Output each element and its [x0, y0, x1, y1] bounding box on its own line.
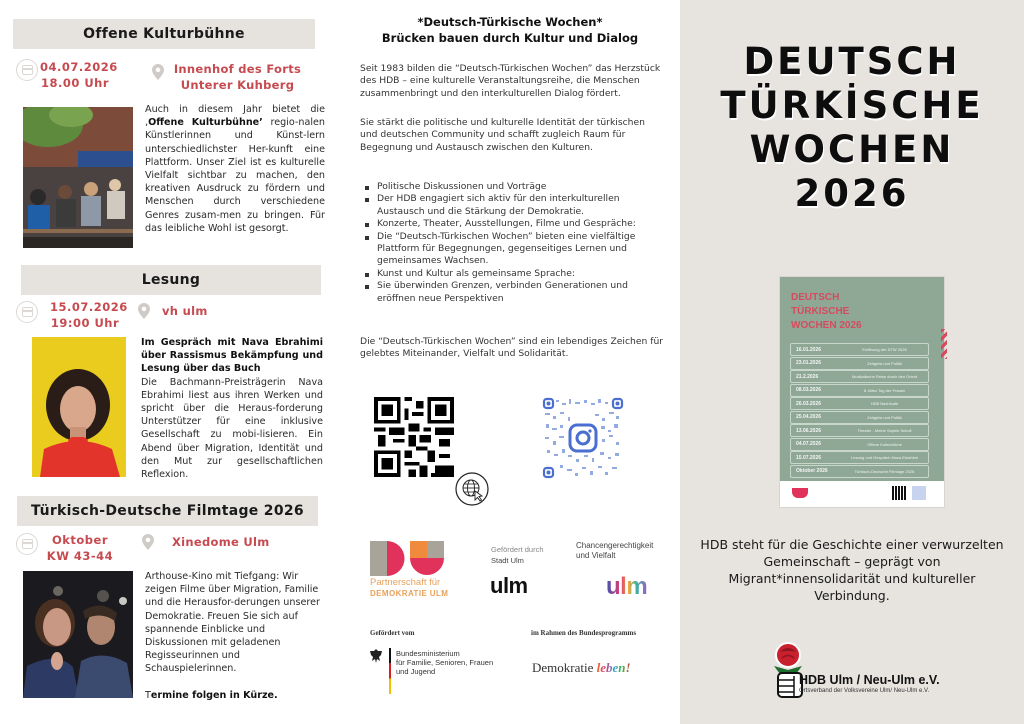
- middle-title-line2: Brücken bauen durch Kultur und Dialog: [381, 31, 639, 45]
- middle-title: [340, 14, 680, 46]
- middle-title-line1: *Deutsch-Türkische Wochen*: [417, 15, 603, 29]
- poster-row-date: 25.04.2026: [796, 414, 822, 420]
- partnerschaft-line1: Partnerschaft für: [370, 577, 441, 588]
- ministry-name: [396, 649, 493, 676]
- hdb-statement: HDB steht für die Geschichte einer verwurzelten Gemeinschaft – geprägt von Migrant*innensolidarität und kultureller Verbindung.: [700, 537, 1004, 603]
- list-item: Der HDB engagiert sich aktiv für den interkulturellen Austausch und die Stärkung der Demokratie.: [360, 193, 665, 218]
- poster-row-date: 23.01.2026: [796, 360, 822, 366]
- poster-row-date: 16.01.2026: [796, 346, 822, 353]
- location-pin-icon: [142, 534, 154, 550]
- poster-row-date: 04.07.2026: [796, 441, 822, 447]
- poster-title-line3: WOCHEN 2026: [791, 320, 862, 331]
- poster-row-date: 08.03.2026: [796, 387, 822, 393]
- poster-row-date: 13.06.2026: [796, 427, 822, 434]
- poster-schedule-row: [790, 343, 929, 356]
- demokratie-word: Demokratie: [532, 660, 594, 675]
- federal-eagle-icon: [369, 648, 383, 664]
- intro-paragraph-2: Sie stärkt die politische und kulturelle Identität der türkischen und deutschen Community und schafft zugleich Raum für Begegnung und Austausch zwischen den Kulturen.: [360, 117, 645, 153]
- poster-row-event: Zeitgeist und Politik: [867, 414, 902, 420]
- website-qr-code[interactable]: [373, 397, 455, 477]
- description-rest: regio-nalen Künstlerinnen und Künst-lern unterschiedlichster Her-kunft eine Plattform. Unser Ziel ist es kulturelle Vielfalt sichtbar zu machen, den kreativen Ausdruck zu fördern und Menschen durch verschiedene Genres zusam-men zu bringen. Für das leibliche Wohl ist gesorgt.: [145, 117, 325, 234]
- section-header-lesung: Lesung: [21, 265, 321, 295]
- event-description: [145, 103, 325, 235]
- chancen-label: [576, 541, 653, 561]
- description-text: Arthouse-Kino mit Tiefgang: Wir zeigen Filme über Migration, Familie und die Herausfor-derungen unserer Demokratie. Freuen Sie sich auf spannende Einblicke und Diskussionen mit geladenen Regisseurinnen und Schauspielerinnen.: [145, 571, 320, 675]
- calendar-icon: [16, 533, 38, 555]
- poster-schedule-row: [790, 465, 929, 478]
- description-rest: Die Bachmann-Preisträgerin Nava Ebrahimi liest aus ihren Werken und spricht über die Heraus-forderung Unterstützer für eine inklusive Gesellschaft zu mobi-lisieren. Ein Abend über Migration, Identität und den Mut zur gesellschaftlichen Reflexion.: [141, 376, 323, 481]
- poster-schedule-row: [790, 438, 929, 451]
- poster-qr-code: [892, 486, 906, 500]
- event-date: [40, 59, 118, 91]
- event-location-line1: Innenhof des Forts: [173, 62, 302, 76]
- cover-title-line3: WOCHEN: [749, 128, 955, 171]
- poster-row-event: Musikalische Reise durch den Orient: [851, 374, 918, 379]
- location-pin-icon: [152, 64, 164, 80]
- poster-row-event: Eröffnung der DTW 2026: [862, 347, 907, 352]
- list-item: Konzerte, Theater, Ausstellungen, Filme und Gespräche:: [360, 218, 665, 230]
- partnerschaft-demokratie-logo-mark: [370, 541, 445, 578]
- section-header-kulturbuehne: Offene Kulturbühne: [13, 19, 315, 49]
- poster-title-line2: TÜRKISCHE: [791, 306, 850, 317]
- event-date-day: 15.07.2026: [50, 300, 128, 314]
- poster-schedule-row: [790, 357, 929, 370]
- hdb-org-name: HDB Ulm / Neu-Ulm e.V.: [799, 673, 940, 687]
- program-poster-thumbnail: [780, 277, 944, 507]
- event-location: vh ulm: [162, 304, 208, 318]
- event-location: [170, 61, 305, 93]
- cover-title: [680, 40, 1024, 216]
- description-bold: Offene Kulturbühne’: [148, 117, 263, 129]
- photo-cinema-audience: [23, 571, 133, 698]
- ministry-line1: Bundesministerium: [396, 649, 460, 658]
- left-panel: [0, 0, 340, 724]
- poster-schedule-row: [790, 370, 929, 383]
- description-intro: Auch in diesem Jahr bietet die ‚: [145, 104, 325, 129]
- chancen-ulm-logo: ulm: [606, 573, 648, 600]
- cover-title-line2: TÜRKİSCHE: [720, 84, 984, 127]
- right-panel: [680, 0, 1024, 724]
- footer-first-letter: T: [145, 689, 151, 701]
- poster-schedule-row: [790, 411, 929, 424]
- stadt-ulm-logo: ulm: [490, 573, 528, 598]
- poster-row-date: Oktober 2026: [796, 468, 828, 474]
- chancen-line1: Chancengerechtigkeit: [576, 541, 654, 550]
- calendar-icon: [16, 59, 38, 81]
- globe-cursor-icon: [454, 471, 490, 507]
- calendar-icon: [16, 301, 38, 323]
- event-date-time: KW 43-44: [46, 549, 114, 563]
- list-item: Sie überwinden Grenzen, verbinden Generationen und eröffnen neue Perspektiven: [360, 280, 665, 305]
- poster-row-event: HDB Nachtcafé: [870, 401, 899, 406]
- cover-title-line1: DEUTSCH: [743, 40, 961, 83]
- event-location-line2: Unterer Kuhberg: [180, 78, 295, 92]
- gefoerdert-durch: Gefördert durch: [491, 545, 544, 554]
- section-header-filmtage: Türkisch-Deutsche Filmtage 2026: [17, 496, 318, 526]
- poster-schedule-row: [790, 451, 929, 464]
- event-date-day: 04.07.2026: [40, 60, 118, 74]
- demokratie-leben-logo: [532, 660, 631, 676]
- instagram-qr-code[interactable]: [542, 397, 624, 479]
- poster-row-event: Türkisch-Deutsche Filmtage 2026: [854, 468, 915, 474]
- ministry-line3: und Jugend: [396, 667, 436, 676]
- poster-logo-du: [792, 488, 808, 498]
- photo-nava-ebrahimi: [32, 337, 126, 477]
- poster-row-event: 8. März Tag der Frauen: [863, 387, 906, 393]
- poster-title: [791, 291, 862, 333]
- event-description: [141, 336, 323, 481]
- hdb-org-subtitle: Ortsverband der Volksvereine Ulm/ Neu-Ulm e.V.: [799, 688, 930, 694]
- poster-schedule-row: [790, 424, 929, 437]
- partnerschaft-line2: DEMOKRATIE ULM: [370, 589, 449, 598]
- poster-row-date: 26.03.2026: [796, 400, 822, 407]
- list-item: Die “Deutsch-Türkischen Wochen” bieten eine vielfältige Plattform für Begegnungen, gegenseitiges Lernen und gemeinsames Wachsen.: [360, 231, 665, 268]
- event-date-time: 19:00 Uhr: [50, 316, 120, 330]
- description-bold: Im Gespräch mit Nava Ebrahimi über Rassismus Bekämpfung und Lesung über das Buch: [141, 337, 323, 375]
- poster-row-date: 21.2.2026: [796, 373, 819, 380]
- event-location: Xinedome Ulm: [172, 535, 270, 549]
- poster-row-event: Offene Kulturbühne: [867, 441, 902, 447]
- poster-title-line1: DEUTSCH: [791, 292, 840, 303]
- intro-paragraph: Seit 1983 bilden die “Deutsch-Türkischen Wochen” das Herzstück des HDB – eine kulturelle Veranstaltungsreihe, die Menschen zusammenbringt und den interkulturellen Dialog fördert.: [360, 63, 661, 99]
- chancen-line2: und Vielfalt: [576, 551, 616, 560]
- middle-panel: [340, 0, 680, 724]
- event-date: [50, 299, 128, 331]
- cover-title-line4: 2026: [794, 172, 910, 215]
- footer-bold: ermine folgen in Kürze.: [150, 689, 278, 701]
- federal-flag-bar: [389, 648, 391, 694]
- feature-list: [360, 181, 665, 305]
- ministry-line2: für Familie, Senioren, Frauen: [396, 658, 494, 667]
- event-description: [145, 570, 325, 702]
- gefoerdert-vom: Gefördert vom: [370, 629, 415, 637]
- poster-schedule-row: [790, 384, 929, 397]
- bundesprogramm-label: im Rahmen des Bundesprogramms: [531, 629, 637, 637]
- photo-kulturbuehne-crowd: [23, 107, 133, 248]
- poster-row-event: Theater - Meine Sophie Scholl: [857, 428, 912, 433]
- stadt-ulm-label: Stadt Ulm: [491, 556, 524, 565]
- dates-to-follow: [145, 689, 325, 702]
- event-date-day: Oktober: [51, 533, 109, 547]
- poster-schedule-row: [790, 397, 929, 410]
- event-date-time: 18.00 Uhr: [40, 76, 110, 90]
- poster-decor-stripes: [941, 329, 947, 359]
- closing-paragraph: Die “Deutsch-Türkischen Wochen” sind ein lebendiges Zeichen für gelebtes Miteinander, Vielfalt und Solidarität.: [360, 336, 664, 360]
- poster-row-event: Zeitgeist und Politik: [867, 360, 902, 366]
- poster-sponsor-strip: [780, 481, 944, 507]
- location-pin-icon: [138, 303, 150, 319]
- event-date: [45, 532, 115, 564]
- poster-row-date: 15.07.2026: [796, 454, 822, 461]
- poster-instagram-qr: [912, 486, 926, 500]
- list-item: Politische Diskussionen und Vorträge: [360, 181, 665, 193]
- poster-row-event: Lesung und Gespräch Nava Ebrahimi: [851, 455, 918, 460]
- list-item: Kunst und Kultur als gemeinsame Sprache:: [360, 268, 665, 280]
- leben-word: leben!: [596, 660, 631, 675]
